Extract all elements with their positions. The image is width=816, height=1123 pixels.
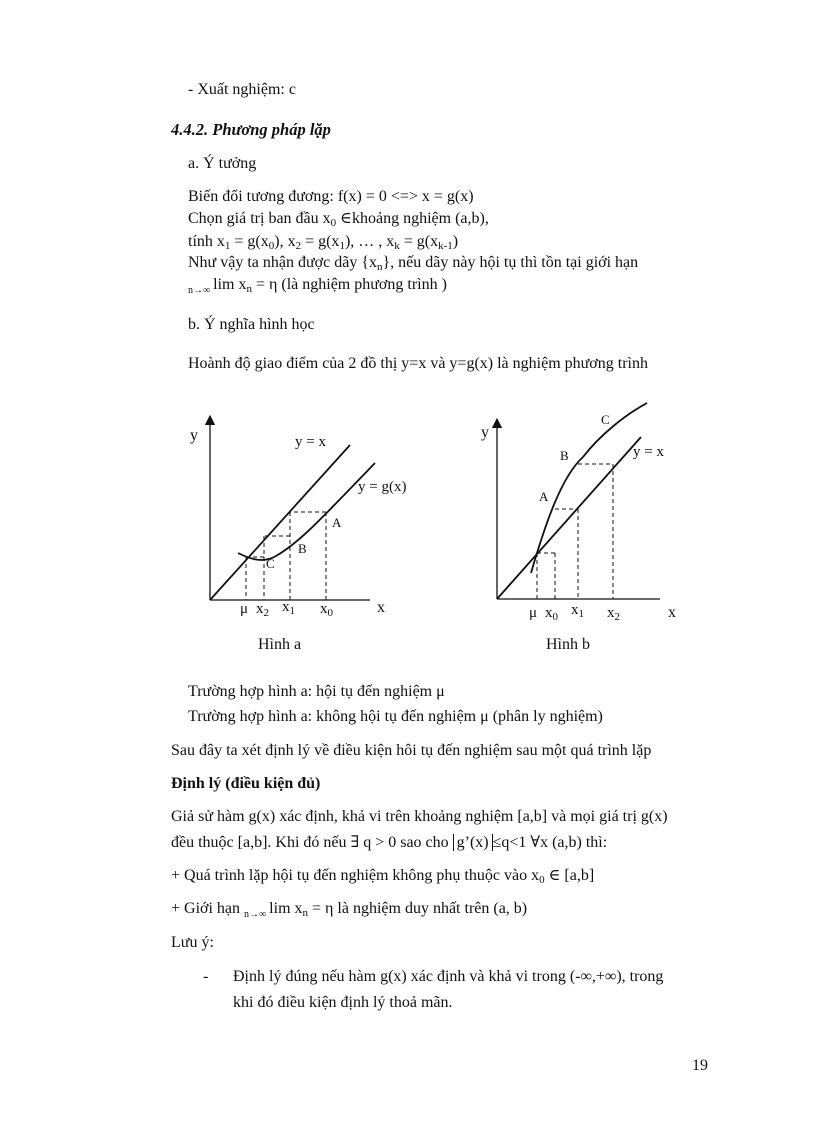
fig-b-tick-mu: μ xyxy=(529,605,538,621)
figure-a xyxy=(180,410,430,660)
fig-a-tick-x0: $x_0$ xyxy=(320,601,333,619)
fig-a-label-line: y = x xyxy=(295,434,326,450)
fig-a-label-x: x xyxy=(377,599,385,616)
fig-b-tick-x1: $x_1$ xyxy=(571,602,584,620)
case-a-text: Trường hợp hình a: hội tụ đến nghiệm μ xyxy=(188,683,445,700)
idea-line-1: Biến đổi tương đương: f(x) = 0 <=> x = g(x) xyxy=(188,188,474,205)
next-paragraph: Sau đây ta xét định lý về điều kiện hôi tụ đến nghiệm sau một quá trình lặp xyxy=(171,742,652,759)
note-label: Lưu ý: xyxy=(171,934,214,951)
fig-a-point-b: B xyxy=(298,541,307,556)
fig-a-tick-mu: μ xyxy=(240,601,249,617)
idea-limit-line: $_{n\to\infty}$ $\lim x_n = \eta$ (là nghiệm phương trình ) xyxy=(188,276,447,296)
fig-b-label-line: y = x xyxy=(633,444,664,460)
fig-b-tick-x2: $x_2$ xyxy=(607,605,620,623)
idea-line-4: Như vậy ta nhận được dãy $\{x_n\}$, nếu dãy này hội tụ thì tồn tại giới hạn xyxy=(188,254,639,273)
fig-b-label-x: x xyxy=(668,604,676,621)
case-b-text: Trường hợp hình a: không hội tụ đến nghiệm μ (phân ly nghiệm) xyxy=(188,708,603,725)
fig-b-point-a: A xyxy=(539,489,549,504)
theorem-line-2: đều thuộc [a,b]. Khi đó nếu ∃ q > 0 sao cho g’(x) ≤q<1 ∀x (a,b) thì: xyxy=(171,834,608,851)
idea-line-3: tính $x_1 = g(x_0)$, $x_2 = g(x_1)$, … , $x_k = g(x_{k-1})$ xyxy=(188,233,459,252)
fig-b-curve-g xyxy=(531,403,647,573)
fig-a-tick-x1: $x_1$ xyxy=(282,599,295,617)
theorem-bullet-2: + Giới hạn $_{n\to\infty}$ $\lim x_n = \eta$ là nghiệm duy nhất trên (a, b) xyxy=(171,900,528,920)
theorem-bullet-1: + Quá trình lặp hội tụ đến nghiệm không phụ thuộc vào $x_0$ ∈ [a,b] xyxy=(171,867,595,886)
fig-a-line-y-eq-x xyxy=(210,445,350,600)
fig-a-label-curve: y = g(x) xyxy=(358,479,407,495)
fig-b-point-c: C xyxy=(601,412,610,427)
idea-line-2: Chọn giá trị ban đầu $x_0$ ∈khoảng nghiệm (a,b), xyxy=(188,210,489,229)
note-bullet-line-1: Định lý đúng nếu hàm g(x) xác định và khả vi trong (-∞,+∞), trong xyxy=(233,968,664,985)
fig-b-tick-x0: $x_0$ xyxy=(545,605,558,623)
note-bullet-line-2: khi đó điều kiện định lý thoả mãn. xyxy=(233,994,453,1011)
figure-b-caption: Hình b xyxy=(546,636,590,653)
fig-b-line-y-eq-x xyxy=(497,437,641,599)
fig-a-point-a: A xyxy=(332,515,342,530)
page-number: 19 xyxy=(692,1057,708,1074)
geometric-description: Hoành độ giao điểm của 2 đồ thị y=x và y=g(x) là nghiệm phương trình xyxy=(188,355,648,372)
fig-a-label-y: y xyxy=(190,427,198,444)
idea-heading: a. Ý tưởng xyxy=(188,155,257,172)
figure-b xyxy=(465,395,705,635)
fig-b-point-b: B xyxy=(560,448,569,463)
fig-b-label-y: y xyxy=(481,424,489,441)
fig-a-point-c: C xyxy=(266,556,275,571)
fig-a-tick-x2: $x_2$ xyxy=(256,601,269,619)
geometric-heading: b. Ý nghĩa hình học xyxy=(188,316,315,333)
theorem-line-1: Giả sử hàm g(x) xác định, khả vi trên khoảng nghiệm [a,b] và mọi giá trị g(x) xyxy=(171,808,668,825)
figure-a-caption: Hình a xyxy=(258,636,302,653)
export-result-line: - Xuất nghiệm: c xyxy=(188,81,296,98)
theorem-title: Định lý (điều kiện đủ) xyxy=(171,775,321,792)
note-dash: - xyxy=(203,968,209,985)
section-title: 4.4.2. Phương pháp lặp xyxy=(171,120,331,139)
